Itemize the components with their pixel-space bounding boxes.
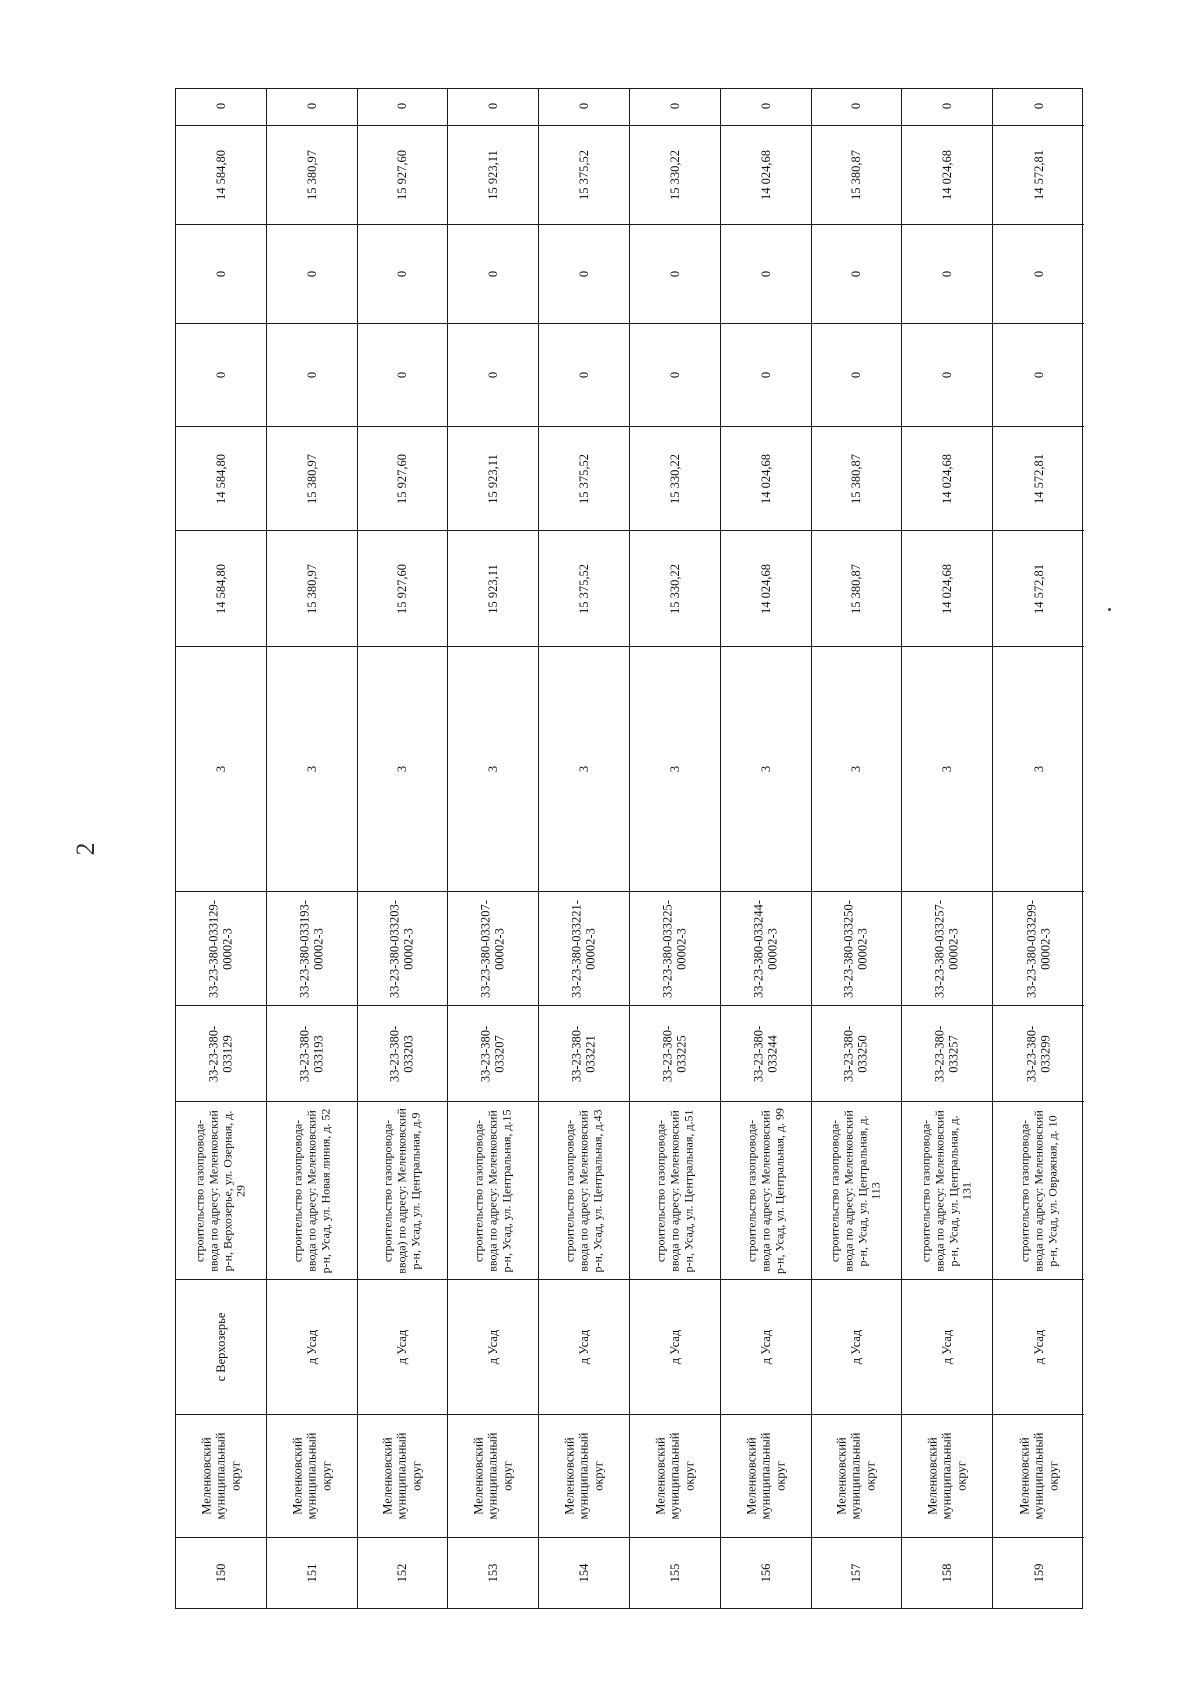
settlement-cell [993,1279,1084,1414]
district-text: Меленковский муниципальный округ [744,1432,787,1520]
object-id-text: 33-23-380-033250-00002-3 [842,899,871,998]
table-row [539,89,630,1608]
amount-total-text: 14 572,81 [1031,563,1046,614]
amount-a-cell [812,426,902,530]
amount-total-cell [448,530,538,646]
amount-b-cell [539,125,629,224]
category-text: 3 [940,765,955,773]
zero-a-cell [176,323,266,426]
zero-c-cell [721,87,811,125]
object-id-text: 33-23-380-033207-00002-3 [478,899,508,998]
table-row [902,89,993,1608]
cadastral-code-cell [539,1005,629,1101]
district-text: Меленковский муниципальный округ [562,1432,606,1520]
amount-a-text: 15 330,22 [667,453,682,504]
zero-a-cell [721,323,811,426]
object-id-cell [902,891,992,1005]
cadastral-code-text: 33-23-380-033203 [388,1025,417,1082]
zero-c-text: 0 [758,102,773,110]
district-text: Меленковский муниципальный округ [290,1432,333,1520]
district-text: Меленковский муниципальный округ [471,1432,515,1520]
amount-a-cell [539,426,629,530]
amount-total-cell [812,530,902,646]
object-id-cell [448,891,538,1005]
zero-b-cell [721,224,811,323]
object-id-text: 33-23-380-033299-00002-3 [1024,899,1053,998]
settlement-cell [721,1279,811,1414]
zero-a-text: 0 [213,371,228,379]
zero-b-text: 0 [758,270,773,278]
category-text: 3 [1031,765,1046,773]
amount-a-text: 15 380,87 [849,453,864,504]
settlement-cell [902,1279,992,1414]
category-cell [358,646,448,891]
district-text: Меленковский муниципальный округ [1017,1432,1060,1520]
settlement-text: д Усад [395,1329,410,1365]
category-cell [448,646,538,891]
zero-a-text: 0 [395,371,410,379]
zero-a-cell [812,323,902,426]
amount-b-text: 15 380,87 [849,150,864,200]
row-number-cell [176,1537,266,1608]
zero-b-text: 0 [667,270,682,278]
row-number-cell [812,1537,902,1608]
zero-b-cell [176,224,266,323]
category-cell [176,646,266,891]
description-cell [630,1101,720,1279]
amount-total-text: 15 927,60 [395,563,410,614]
description-cell [539,1101,629,1279]
zero-a-cell [539,323,629,426]
description-text: строительство газопровода-ввода) по адресу: Меленковский р-н, Усад, ул. Центральная, д.9 [380,1107,423,1274]
settlement-text: д Усад [758,1329,773,1365]
amount-b-text: 14 572,81 [1031,150,1046,200]
object-id-text: 33-23-380-033221-00002-3 [569,899,599,998]
table-row [993,89,1084,1608]
amount-b-cell [812,125,902,224]
row-number-cell [448,1537,538,1608]
cadastral-code-text: 33-23-380-033244 [751,1025,780,1082]
row-number-text: 156 [758,1563,773,1583]
district-cell [812,1414,902,1537]
description-text: строительство газопровода-ввода по адресу: Меленковский р-н, Усад, ул. Центральная, д.15 [471,1109,514,1272]
zero-c-cell [358,87,448,125]
zero-c-cell [902,87,992,125]
zero-b-text: 0 [213,270,228,278]
amount-a-text: 15 923,11 [486,453,501,504]
table-row [358,89,449,1608]
amount-b-cell [721,125,811,224]
object-id-cell [267,891,357,1005]
district-cell [176,1414,266,1537]
settlement-text: д Усад [940,1329,955,1365]
category-cell [902,646,992,891]
description-cell [358,1101,448,1279]
cadastral-code-cell [448,1005,538,1101]
page-number: 2 [71,842,100,856]
table-row [267,89,358,1608]
zero-c-cell [812,87,902,125]
amount-a-cell [902,426,992,530]
zero-c-text: 0 [576,102,591,110]
object-id-text: 33-23-380-033225-00002-3 [660,899,689,998]
object-id-text: 33-23-380-033257-00002-3 [932,899,962,998]
zero-c-text: 0 [213,102,228,110]
category-text: 3 [667,765,682,773]
cadastral-code-cell [358,1005,448,1101]
district-text: Меленковский муниципальный округ [834,1432,878,1520]
amount-b-text: 15 927,60 [395,150,410,200]
district-cell [721,1414,811,1537]
amount-total-text: 14 024,68 [758,563,773,614]
district-cell [358,1414,448,1537]
object-id-cell [812,891,902,1005]
object-id-cell [630,891,720,1005]
cadastral-code-cell [993,1005,1084,1101]
amount-a-cell [267,426,357,530]
zero-a-text: 0 [1031,371,1046,379]
settlement-text: д Усад [667,1329,682,1365]
row-number-text: 157 [849,1563,864,1583]
description-text: строительство газопровода-ввода по адресу: Меленковский р-н, Усад, ул. Центральная, д. 131 [918,1109,975,1272]
cadastral-code-cell [267,1005,357,1101]
amount-total-cell [358,530,448,646]
category-text: 3 [758,765,773,773]
description-text: строительство газопровода-ввода по адресу: Меленковский р-н, Усад, ул. Центральная, д. 99 [743,1107,786,1274]
category-text: 3 [213,765,228,773]
amount-a-text: 14 572,81 [1031,453,1046,504]
settlement-cell [176,1279,266,1414]
object-id-text: 33-23-380-033244-00002-3 [751,899,780,998]
zero-b-cell [539,224,629,323]
zero-a-text: 0 [576,371,591,379]
category-cell [993,646,1084,891]
description-text: строительство газопровода-ввода по адресу: Меленковский р-н, Усад, ул. Овражная, д. 10 [1016,1109,1059,1272]
description-text: строительство газопровода-ввода по адресу: Меленковский р-н, Усад, ул. Новая линия, д. 52 [289,1108,332,1273]
amount-b-cell [993,125,1084,224]
description-cell [448,1101,538,1279]
amount-b-cell [267,125,357,224]
category-text: 3 [576,765,591,773]
cadastral-code-cell [812,1005,902,1101]
district-cell [630,1414,720,1537]
amount-b-text: 15 380,97 [304,150,319,200]
category-cell [721,646,811,891]
category-text: 3 [486,765,501,773]
description-text: строительство газопровода-ввода по адресу: Меленковский р-н, Усад, ул. Центральная, д.43 [562,1109,604,1272]
row-number-text: 155 [667,1563,682,1583]
amount-a-text: 14 024,68 [758,453,773,504]
amount-b-cell [630,125,720,224]
district-text: Меленковский муниципальный округ [380,1432,424,1520]
amount-total-text: 15 380,87 [849,563,864,614]
amount-a-cell [993,426,1084,530]
object-id-cell [539,891,629,1005]
zero-b-cell [993,224,1084,323]
settlement-cell [448,1279,538,1414]
amount-a-text: 15 927,60 [395,453,410,504]
cadastral-code-text: 33-23-380-033129 [206,1025,235,1082]
zero-a-cell [993,323,1084,426]
table-row [176,89,267,1608]
settlement-text: д Усад [304,1329,319,1365]
settlement-text: д Усад [576,1329,591,1365]
zero-b-cell [448,224,538,323]
cadastral-code-text: 33-23-380-033193 [297,1025,326,1082]
zero-c-cell [993,87,1084,125]
row-number-cell [267,1537,357,1608]
zero-c-text: 0 [1031,102,1046,110]
amount-a-text: 15 380,97 [304,453,319,504]
cadastral-code-cell [902,1005,992,1101]
district-cell [267,1414,357,1537]
zero-a-text: 0 [940,371,955,379]
category-text: 3 [304,765,319,773]
district-cell [902,1414,992,1537]
description-cell [267,1101,357,1279]
settlement-text: д Усад [1031,1329,1046,1365]
category-cell [812,646,902,891]
cadastral-code-cell [721,1005,811,1101]
row-number-text: 152 [395,1563,410,1583]
zero-c-text: 0 [486,102,501,110]
amount-total-cell [267,530,357,646]
zero-b-text: 0 [849,270,864,278]
amount-total-cell [176,530,266,646]
amount-b-cell [176,125,266,224]
zero-b-cell [812,224,902,323]
zero-a-cell [358,323,448,426]
description-cell [812,1101,902,1279]
amount-a-text: 14 584,80 [213,453,228,504]
amount-total-cell [902,530,992,646]
amount-total-cell [630,530,720,646]
category-text: 3 [395,765,410,773]
zero-b-text: 0 [940,270,955,278]
amount-a-cell [448,426,538,530]
description-text: строительство газопровода-ввода по адресу: Меленковский р-н, Верхозерье, ул. Озерная, д. 29 [192,1109,248,1272]
zero-c-cell [448,87,538,125]
cadastral-code-text: 33-23-380-033257 [932,1025,962,1082]
amount-total-cell [539,530,629,646]
object-id-text: 33-23-380-033203-00002-3 [388,899,417,998]
settlement-text: д Усад [486,1329,501,1365]
amount-total-cell [993,530,1084,646]
settlement-text: с Верхозерье [213,1312,228,1382]
object-id-text: 33-23-380-033129-00002-3 [206,899,235,998]
row-number-text: 150 [213,1563,228,1583]
row-number-cell [993,1537,1084,1608]
zero-a-text: 0 [667,371,682,379]
cadastral-code-text: 33-23-380-033225 [660,1025,689,1082]
district-text: Меленковский муниципальный округ [653,1432,697,1520]
cadastral-code-text: 33-23-380-033221 [569,1025,599,1082]
zero-b-cell [358,224,448,323]
zero-a-cell [902,323,992,426]
amount-b-text: 15 923,11 [486,150,501,200]
description-cell [993,1101,1084,1279]
amount-total-text: 15 375,52 [576,563,591,614]
district-text: Меленковский муниципальный округ [925,1432,969,1520]
description-text: строительство газопровода-ввода по адресу: Меленковский р-н, Усад, ул. Центральная, д.51 [653,1109,695,1272]
zero-a-text: 0 [304,371,319,379]
zero-c-text: 0 [849,102,864,110]
zero-a-cell [448,323,538,426]
settlement-cell [358,1279,448,1414]
scan-speck [1108,608,1111,611]
zero-c-text: 0 [667,102,682,110]
zero-a-text: 0 [486,371,501,379]
table-row [721,89,812,1608]
zero-c-cell [630,87,720,125]
amount-b-cell [448,125,538,224]
settlement-text: д Усад [849,1329,864,1365]
zero-c-text: 0 [395,102,410,110]
district-cell [539,1414,629,1537]
amount-b-cell [902,125,992,224]
zero-c-text: 0 [304,102,319,110]
zero-b-cell [902,224,992,323]
amount-total-text: 15 923,11 [486,563,501,614]
settlement-cell [539,1279,629,1414]
amount-total-text: 14 024,68 [940,563,955,614]
object-id-cell [358,891,448,1005]
row-number-cell [902,1537,992,1608]
data-table [175,88,1083,1609]
amount-total-text: 15 330,22 [667,563,682,614]
zero-b-cell [630,224,720,323]
amount-b-text: 14 024,68 [940,150,955,200]
amount-b-text: 14 584,80 [213,150,228,200]
object-id-cell [176,891,266,1005]
row-number-text: 154 [576,1563,591,1583]
row-number-cell [358,1537,448,1608]
amount-a-cell [176,426,266,530]
district-cell [993,1414,1084,1537]
zero-c-cell [539,87,629,125]
settlement-cell [267,1279,357,1414]
amount-a-cell [630,426,720,530]
amount-b-text: 15 375,52 [576,150,591,200]
row-number-text: 158 [940,1563,955,1583]
row-number-text: 151 [304,1563,319,1583]
category-text: 3 [849,765,864,773]
amount-total-text: 14 584,80 [213,563,228,614]
zero-b-text: 0 [395,270,410,278]
row-number-text: 159 [1031,1563,1046,1583]
zero-a-cell [630,323,720,426]
cadastral-code-text: 33-23-380-033250 [842,1025,871,1082]
table-row [812,89,903,1608]
cadastral-code-cell [630,1005,720,1101]
object-id-text: 33-23-380-033193-00002-3 [297,899,326,998]
amount-total-cell [721,530,811,646]
amount-a-text: 14 024,68 [940,453,955,504]
cadastral-code-cell [176,1005,266,1101]
district-cell [448,1414,538,1537]
object-id-cell [993,891,1084,1005]
object-id-cell [721,891,811,1005]
district-text: Меленковский муниципальный округ [199,1432,243,1520]
cadastral-code-text: 33-23-380-033299 [1024,1025,1053,1082]
zero-c-cell [267,87,357,125]
amount-b-text: 14 024,68 [758,150,773,200]
amount-a-cell [721,426,811,530]
zero-b-text: 0 [1031,270,1046,278]
settlement-cell [812,1279,902,1414]
amount-a-cell [358,426,448,530]
cadastral-code-text: 33-23-380-033207 [478,1025,508,1082]
zero-a-text: 0 [849,371,864,379]
table-row [448,89,539,1608]
amount-a-text: 15 375,52 [576,453,591,504]
zero-a-cell [267,323,357,426]
row-number-cell [630,1537,720,1608]
zero-b-text: 0 [576,270,591,278]
category-cell [539,646,629,891]
row-number-cell [721,1537,811,1608]
zero-c-cell [176,87,266,125]
zero-b-text: 0 [486,270,501,278]
category-cell [630,646,720,891]
description-cell [721,1101,811,1279]
description-cell [902,1101,992,1279]
amount-total-text: 15 380,97 [304,563,319,614]
row-number-cell [539,1537,629,1608]
zero-a-text: 0 [758,371,773,379]
category-cell [267,646,357,891]
zero-b-text: 0 [304,270,319,278]
settlement-cell [630,1279,720,1414]
description-cell [176,1101,266,1279]
row-number-text: 153 [486,1563,501,1583]
zero-b-cell [267,224,357,323]
amount-b-text: 15 330,22 [667,150,682,200]
amount-b-cell [358,125,448,224]
zero-c-text: 0 [940,102,955,110]
table-row [630,89,721,1608]
description-text: строительство газопровода-ввода по адресу: Меленковский р-н, Усад, ул. Центральная, д. 113 [827,1109,884,1272]
